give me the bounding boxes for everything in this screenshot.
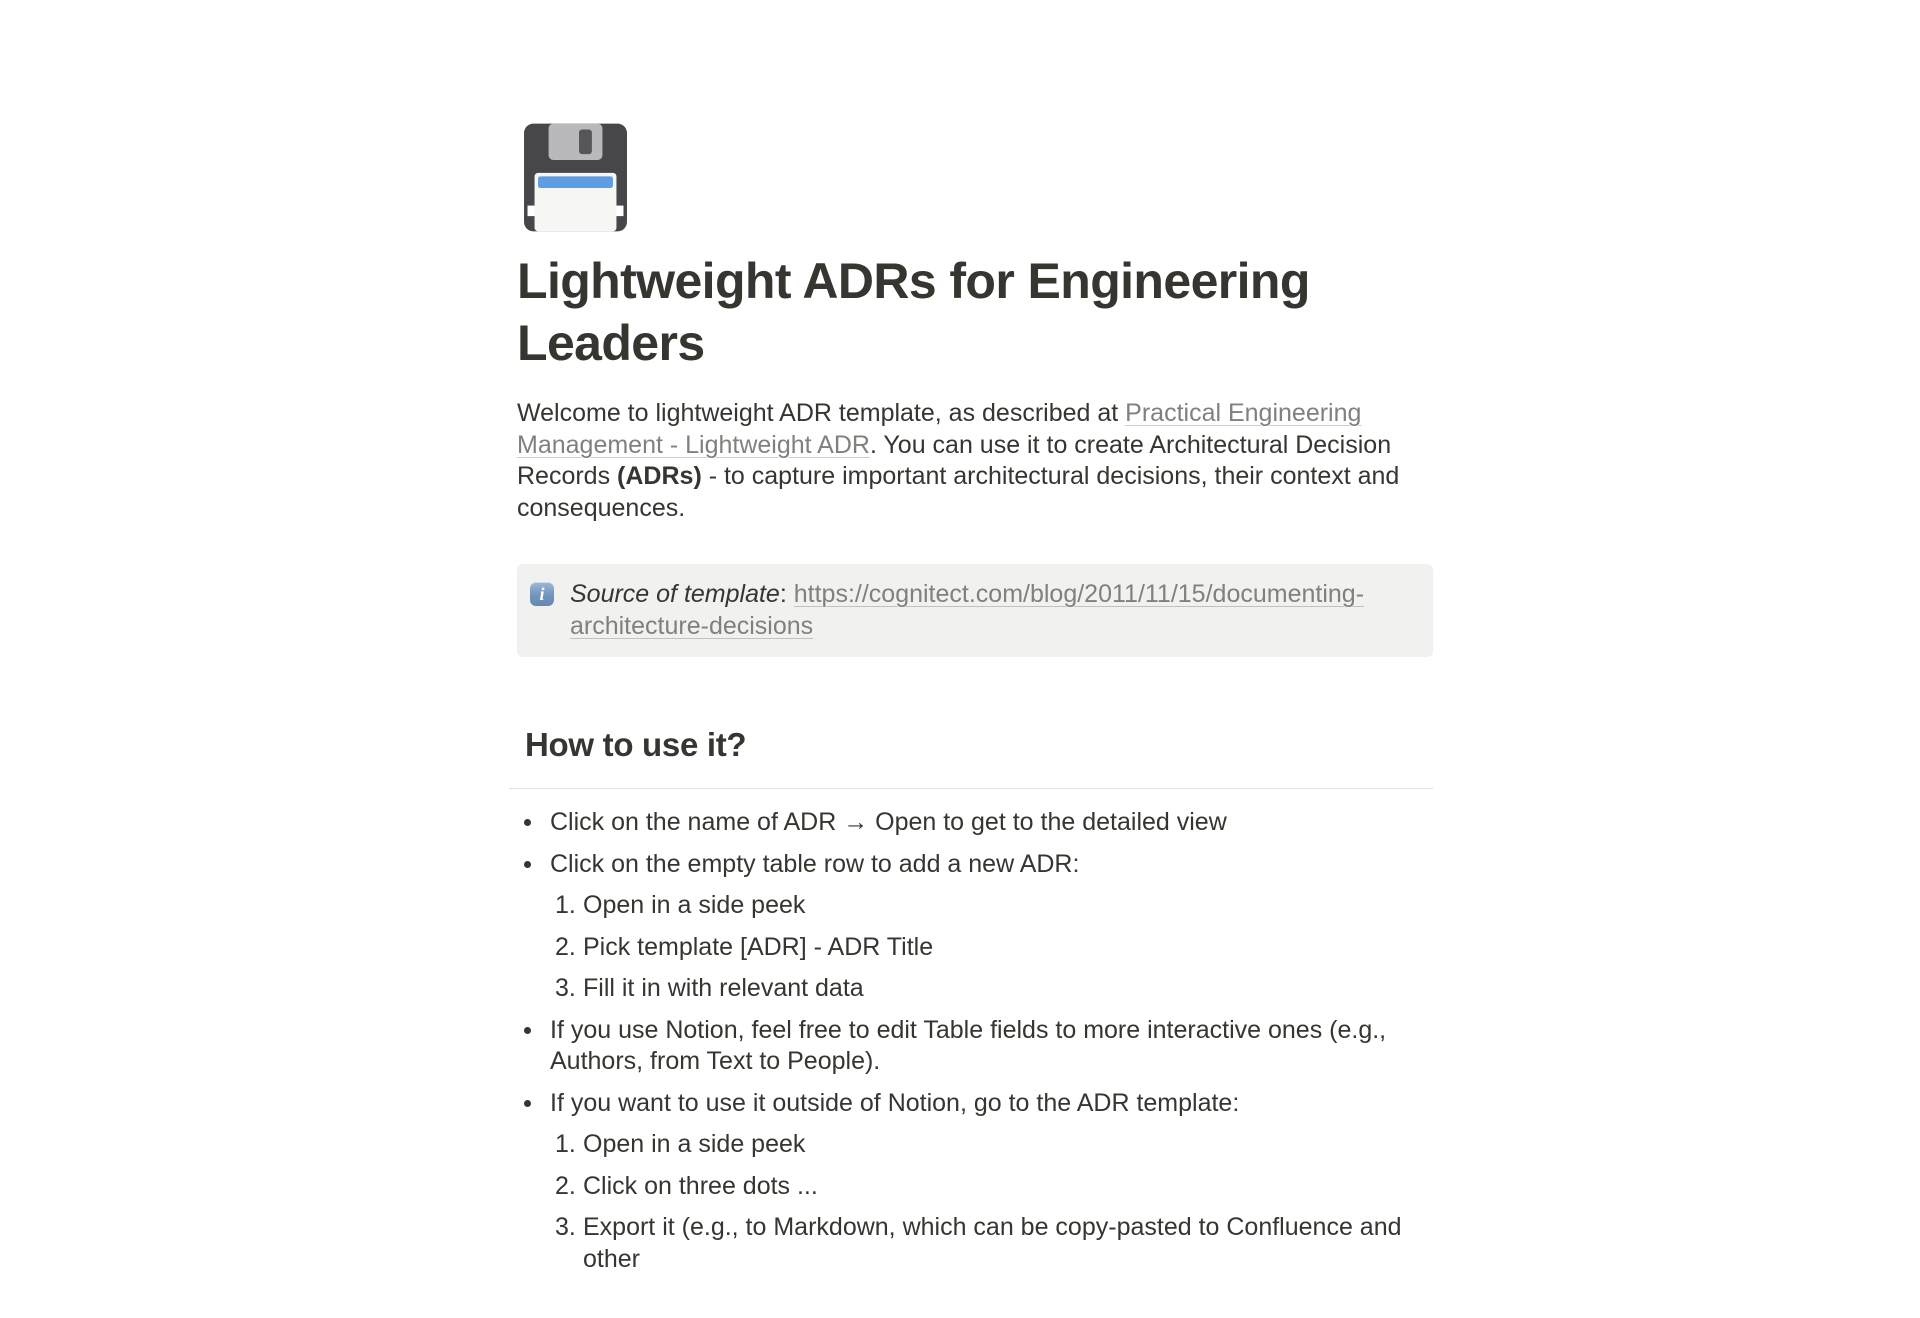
number-label: 3. <box>555 974 576 1002</box>
bullet-icon <box>517 1015 550 1078</box>
bullet-dot <box>524 1027 531 1034</box>
floppy-disk-icon[interactable] <box>517 119 634 236</box>
list-item-text: Click on the name of ADR → Open to get to the detailed view <box>550 808 1227 836</box>
numbered-list-item <box>517 1171 1433 1203</box>
bullet-list-item <box>517 849 1433 881</box>
numbered-list-item <box>517 1212 1433 1275</box>
intro-text-before: Welcome to lightweight ADR template, as described at <box>517 399 1126 427</box>
list-item-text: Fill it in with relevant data <box>583 974 864 1002</box>
list-item-text: Pick template [ADR] - ADR Title <box>583 932 934 961</box>
number-label: 1. <box>555 1130 576 1158</box>
intro-text-mid: . You can use it to create Architectural Decision Records <box>517 430 1392 490</box>
list-item-text: If you want to use it outside of Notion, go to the ADR template: <box>550 1088 1240 1117</box>
page-title: Lightweight ADRs for Engineering Leaders <box>517 253 1310 371</box>
callout-source-link[interactable]: https://cognitect.com/blog/2011/11/15/documenting-architecture-decisions <box>570 580 1365 640</box>
number-label: 3. <box>555 1213 576 1241</box>
numbered-list-item <box>517 1129 1433 1161</box>
bullet-list-item <box>517 1088 1433 1120</box>
bullet-list-item <box>517 807 1433 839</box>
callout-text <box>570 579 1415 642</box>
list-item-text: Open in a side peek <box>583 1130 806 1158</box>
number-label: 2. <box>555 932 576 961</box>
bullet-icon <box>517 1088 550 1120</box>
intro-paragraph <box>517 398 1433 524</box>
bullet-list-item <box>517 1015 1433 1078</box>
list-item-text: Click on three dots ... <box>583 1171 818 1200</box>
callout-source-of-template <box>517 564 1433 657</box>
intro-text-after: - to capture important architectural decisions, their context and consequences. <box>517 462 1400 522</box>
number-label: 1. <box>555 891 576 919</box>
intro-text-bold-adrs: (ADRs) <box>617 462 702 490</box>
section-heading-how-to-use-it: How to use it? <box>525 726 747 763</box>
page-content <box>517 119 1433 1275</box>
list-item-text: If you use Notion, feel free to edit Table fields to more interactive ones (e.g., Authors, from Text to People). <box>550 1015 1387 1075</box>
callout-colon: : <box>779 580 794 608</box>
list-item-text: Click on the empty table row to add a new ADR: <box>550 849 1080 878</box>
bullet-dot <box>524 1100 531 1107</box>
bullet-icon <box>517 807 550 839</box>
numbered-list-item <box>517 890 1433 922</box>
numbered-list-item <box>517 973 1433 1005</box>
bullet-icon <box>517 849 550 881</box>
intro-link-practical-engineering-management[interactable]: Practical Engineering Management - Lightweight ADR <box>517 399 1362 459</box>
callout-label: Source of template <box>570 580 780 608</box>
how-to-use-list <box>517 807 1433 1275</box>
info-icon: i <box>530 582 554 606</box>
numbered-list-item <box>517 932 1433 964</box>
bullet-dot <box>524 819 531 826</box>
number-label: 2. <box>555 1171 576 1200</box>
divider <box>509 788 1433 789</box>
list-item-text: Open in a side peek <box>583 891 806 919</box>
bullet-dot <box>524 861 531 868</box>
list-item-text: Export it (e.g., to Markdown, which can be copy-pasted to Confluence and other <box>583 1213 1402 1273</box>
